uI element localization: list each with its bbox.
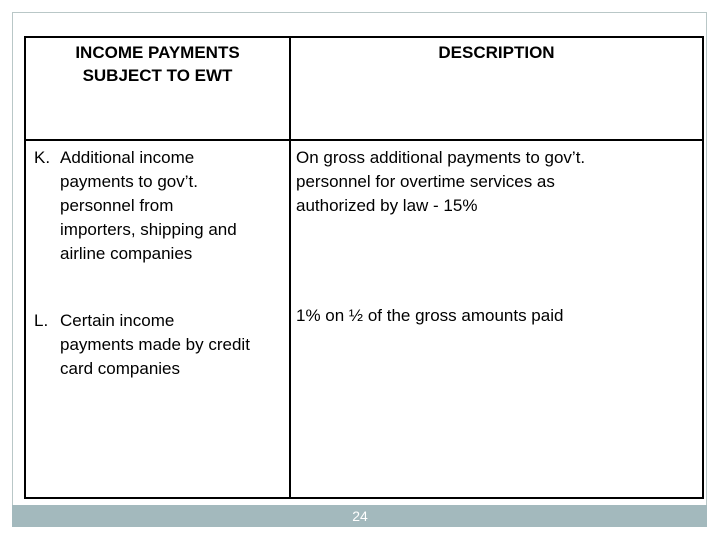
header-divider bbox=[26, 139, 702, 141]
row-l-income-line: card companies bbox=[60, 359, 181, 378]
row-l-income-line: Certain income bbox=[60, 311, 175, 330]
row-k-description-line: personnel for overtime services as bbox=[296, 172, 555, 191]
header-income-line-1: INCOME PAYMENTS bbox=[75, 43, 240, 62]
row-k-income-line: payments to gov’t. bbox=[60, 172, 198, 191]
row-k-income-line: personnel from bbox=[60, 196, 174, 215]
row-l-marker: L. bbox=[34, 311, 49, 330]
row-k-description-line: authorized by law - 15% bbox=[296, 196, 478, 215]
row-k-income-line: airline companies bbox=[60, 244, 193, 263]
page-number: 24 bbox=[352, 508, 368, 524]
row-k-income bbox=[34, 146, 284, 266]
header-description: DESCRIPTION bbox=[438, 43, 555, 62]
row-k-income-line: Additional income bbox=[60, 148, 195, 167]
header-income-payments bbox=[26, 41, 289, 87]
row-l-income bbox=[34, 309, 292, 381]
row-k-income-line: importers, shipping and bbox=[60, 220, 237, 239]
row-k-description bbox=[296, 146, 696, 218]
row-k-description-line: On gross additional payments to gov’t. bbox=[296, 148, 586, 167]
row-l-description-line: 1% on ½ of the gross amounts paid bbox=[296, 306, 564, 325]
row-l-income-line: payments made by credit bbox=[60, 335, 250, 354]
column-divider bbox=[289, 38, 291, 497]
header-income-line-2: SUBJECT TO EWT bbox=[82, 66, 233, 85]
row-l-description bbox=[296, 304, 696, 328]
ewt-table bbox=[24, 36, 704, 499]
row-k-marker: K. bbox=[34, 148, 51, 167]
